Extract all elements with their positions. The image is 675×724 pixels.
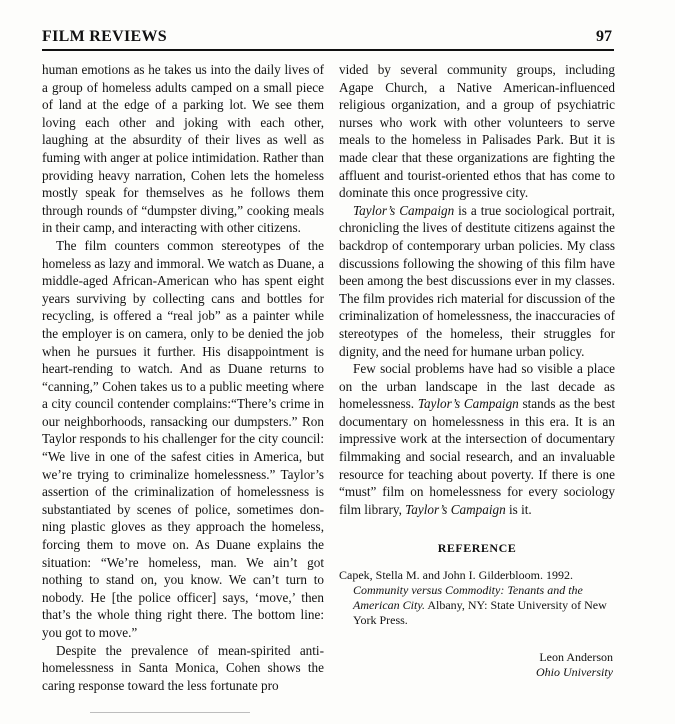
paragraph-text: stands as the best documentary on homelessness in this era. It is an impressive work at the intersection of documentary filmmaking and social research, and an invaluable resource for teaching about poverty. If there is one “must” film on homelessness for every sociology film library, (339, 396, 615, 517)
reference-authors: Capek, Stella M. and John I. Gilderbloom. 1992. (339, 568, 573, 583)
film-title: Taylor’s Campaign (405, 501, 506, 517)
paragraph-text: is it. (505, 501, 532, 517)
running-header (42, 28, 612, 50)
header-rule (42, 49, 614, 51)
paragraph: vided by several community groups, including Agape Church, a Native American-influenced religious organization, and a group of psychiatric nurses who work with other volunteers to serve meals to the homeless in Palisades Park. But it is made clear that these organizations are fighting the affluent and tourist-oriented ethos that has come to dominate this once progressive city. (339, 62, 615, 201)
reviewer-affiliation: Ohio University (536, 665, 613, 680)
paragraph: The film counters common stereotypes of the homeless as lazy and immoral. We watch as Duane, a middle-aged African-American who has spent eight years surviving by collecting cans and bottles for recycling, is offered a “real job” as a painter while the employer is on camera, only to be denied the job when he pursues it further. His disappointment is heart-rending to watch. And as Duane returns to “canning,” Cohen takes us to a public meeting where a city council contender complains:“There’s crime in our neighborhoods, ransacking our dumpsters.” Ron Taylor responds to his challenger for the city council: “We live in one of the safest cities in America, but we’re trying to criminalize homelessness.” Taylor’s assertion of the criminalization of homelessness is substantiated by scenes of police, sometimes donning plastic gloves as they approach the homeless, forcing them to move on. As Duane explains the situation: “We’re homeless, man. We ain’t got nothing to stand on, you know. We can’t turn to nobody. He [the police officer] says, ‘move,’ then that’s the whole thing right there. The bottom line: you got to move.” (42, 237, 324, 640)
paragraph: Despite the prevalence of mean-spirited antihomelessness in Santa Monica, Cohen shows the caring response toward the less fortunate pro (42, 642, 324, 693)
page-number: 97 (596, 28, 612, 45)
reference-book-title: Community versus Commodity: Tenants and the American City. (353, 583, 583, 613)
paragraph: human emotions as he takes us into the daily lives of a group of homeless adults camped on a small piece of land at the edge of a parking lot. We see them loving each other and joking with each other, laughing at the absurdity of their lives as well as fuming with anger at police intimidation. Rather than providing heavy narration, Cohen lets the homeless mostly speak for themselves as he follows them through rounds of “dumpster diving,” cooking meals in their camp, and interacting with other citizens. (42, 62, 324, 236)
reference-heading: REFERENCE (437, 541, 517, 556)
right-column (339, 61, 615, 680)
paragraph-text: is a true sociological portrait, chronicling the lives of destitute citizens against the backdrop of contemporary urban policies. My class discussions following the showing of this film have been among the best discussions ever in my classes. The film provides rich material for discussion of the criminalization of homelessness, the inaccuracies of stereotypes of the homeless, their struggles for dignity, and the need for humane urban policy. (339, 202, 615, 359)
reference-publisher: Albany, NY: State University of New York Press. (353, 598, 607, 628)
reviewer-signature (339, 650, 615, 680)
paragraph (339, 360, 615, 518)
reviewer-name: Leon Anderson (539, 650, 613, 665)
section-title: FILM REVIEWS (42, 28, 167, 45)
reference-entry (339, 568, 615, 628)
scan-artifact (90, 712, 250, 713)
paragraph-text: Few social problems have had so visible a place on the urban landscape in the last decade as homelessness. (339, 361, 615, 412)
left-column (42, 61, 324, 694)
film-title: Taylor’s Campaign (417, 396, 519, 412)
film-title: Taylor’s Campaign (353, 202, 455, 218)
paragraph (339, 202, 615, 360)
